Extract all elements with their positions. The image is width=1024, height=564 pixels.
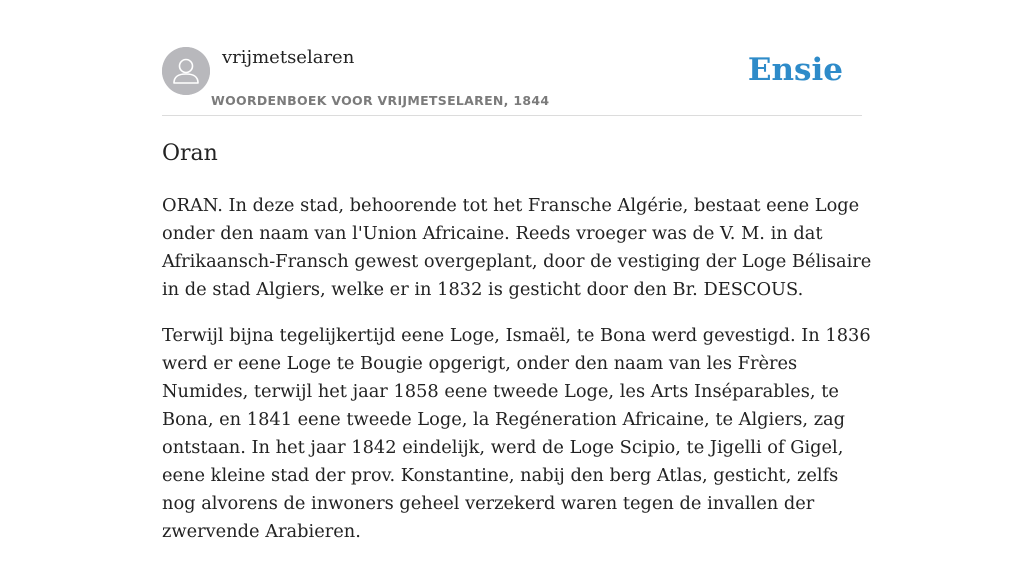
article-header [162,46,862,116]
brand-logo[interactable]: Ensie [747,52,843,88]
article-paragraph: Terwijl bijna tegelijkertijd eene Loge, Ismaël, te Bona werd gevestigd. In 1836 werd er eene Loge te Bougie opgerigt, onder den naam van les Frères Numides, terwijl het jaar 1858 eene tweede Loge, les Arts Inséparables, te Bona, en 1841 eene tweede Loge, la Regéneration Africaine, te Algiers, zag ontstaan. In het jaar 1842 eindelijk, werd de Loge Scipio, te Jigelli of Gigel, eene kleine stad der prov. Konstantine, nabij den berg Atlas, gesticht, zelfs nog alvorens de inwoners geheel verzekerd waren tegen de invallen der zwervende Arabieren. [162,325,871,542]
article-paragraph: ORAN. In deze stad, behoorende tot het Fransche Algérie, bestaat eene Loge onder den naam van l'Union Africaine. Reeds vroeger was de V. M. in dat Afrikaansch-Fransch gewest overgeplant, door de vestiging der Loge Bélisaire in de stad Algiers, welke er in 1832 is gesticht door den Br. DESCOUS. [162,195,872,300]
author-name[interactable]: vrijmetselaren [222,47,355,68]
article-body [162,192,872,564]
article-title: Oran [162,141,218,166]
user-avatar-icon[interactable] [162,47,210,95]
source-label[interactable]: WOORDENBOEK VOOR VRIJMETSELAREN, 1844 [211,93,550,108]
